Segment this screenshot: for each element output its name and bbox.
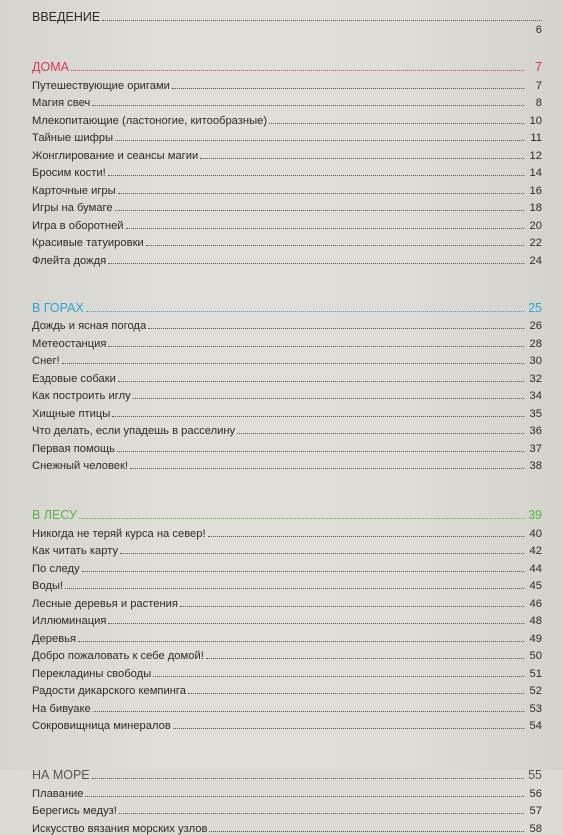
- entry-title: Снежный человек!: [32, 460, 129, 472]
- section-title: НА МОРЕ: [32, 768, 90, 782]
- leader-dots: [146, 245, 524, 246]
- leader-dots: [86, 311, 524, 312]
- intro-page-number: 6: [535, 24, 542, 36]
- table-of-contents: [32, 4, 542, 835]
- leader-dots: [269, 123, 524, 124]
- leader-dots: [173, 728, 524, 729]
- entry-title: По следу: [32, 562, 80, 575]
- entry-page-number: 51: [529, 667, 542, 680]
- toc-entry[interactable]: [32, 627, 542, 645]
- leader-dots: [112, 416, 524, 417]
- leader-dots: [79, 518, 524, 519]
- entry-title: Флейта дождя: [32, 254, 107, 267]
- entry-title: Первая помощь: [32, 442, 115, 455]
- section-title: В ГОРАХ: [32, 300, 84, 315]
- leader-dots: [206, 658, 524, 659]
- entry-title: Метеостанция: [32, 337, 107, 350]
- leader-dots: [78, 641, 524, 642]
- entry-page-number: 52: [529, 685, 542, 697]
- toc-entry[interactable]: [32, 232, 542, 250]
- toc-entry[interactable]: [32, 697, 542, 715]
- section-page-number: 25: [528, 300, 542, 315]
- leader-dots: [148, 328, 524, 329]
- entry-page-number: 49: [529, 632, 542, 645]
- entry-page-number: 22: [529, 237, 542, 249]
- leader-dots: [65, 588, 524, 589]
- entry-page-number: 58: [529, 822, 542, 835]
- entry-title: Добро пожаловать к себе домой!: [32, 650, 204, 662]
- leader-dots: [188, 693, 524, 694]
- entry-title: Радости дикарского кемпинга: [32, 685, 186, 697]
- toc-entry[interactable]: [32, 610, 542, 628]
- leader-dots: [92, 105, 524, 106]
- toc-entry[interactable]: [32, 522, 542, 540]
- entry-page-number: 10: [529, 114, 542, 127]
- leader-dots: [209, 831, 524, 832]
- toc-entry[interactable]: [32, 127, 542, 145]
- leader-dots: [118, 193, 524, 194]
- toc-entry[interactable]: [32, 800, 542, 818]
- leader-dots: [208, 536, 524, 537]
- entry-title: Путешествующие оригами: [32, 79, 170, 92]
- entry-title: Жонглирование и сеансы магии: [32, 149, 199, 162]
- entry-page-number: 20: [529, 219, 542, 232]
- entry-page-number: 54: [529, 720, 542, 732]
- entry-title: Берегись медуз!: [32, 805, 117, 817]
- leader-dots: [82, 571, 524, 572]
- section-page-number: 39: [528, 508, 542, 522]
- entry-title: Магия свеч: [32, 97, 91, 109]
- leader-dots: [119, 813, 524, 814]
- entry-page-number: 53: [529, 702, 542, 715]
- toc-entry[interactable]: [32, 715, 542, 733]
- entry-title: Снег!: [32, 355, 60, 367]
- leader-dots: [237, 433, 524, 434]
- entry-page-number: 36: [529, 425, 542, 437]
- entry-title: Воды!: [32, 580, 64, 592]
- leader-dots: [93, 711, 524, 712]
- toc-entry[interactable]: [32, 179, 542, 197]
- toc-entry[interactable]: [32, 645, 542, 663]
- leader-dots: [108, 175, 524, 176]
- entry-title: Плавание: [32, 787, 84, 800]
- toc-section: [32, 498, 542, 732]
- toc-section: [32, 291, 542, 473]
- entry-title: Иллюминация: [32, 615, 107, 627]
- toc-entry[interactable]: [32, 92, 542, 110]
- leader-dots: [200, 158, 524, 159]
- entry-title: Дождь и ясная погода: [32, 320, 147, 332]
- intro-title: ВВЕДЕНИЕ: [32, 10, 101, 24]
- leader-dots: [126, 228, 524, 229]
- toc-entry[interactable]: [32, 162, 542, 180]
- toc-entry[interactable]: [32, 249, 542, 267]
- entry-page-number: 38: [529, 460, 542, 472]
- leader-dots: [133, 398, 524, 399]
- entry-title: На бивуаке: [32, 702, 91, 715]
- toc-entry[interactable]: [32, 420, 542, 438]
- sections-list: [32, 50, 542, 835]
- toc-entry[interactable]: [32, 74, 542, 92]
- entry-page-number: 30: [529, 355, 542, 367]
- entry-title: Лесные деревья и растения: [32, 597, 178, 610]
- leader-dots: [115, 210, 524, 211]
- leader-dots: [85, 796, 524, 797]
- entry-title: Карточные игры: [32, 184, 116, 197]
- section-heading[interactable]: [32, 498, 542, 522]
- entry-page-number: 50: [529, 650, 542, 662]
- entry-title: Игры на бумаге: [32, 202, 113, 214]
- section-page-number: 55: [528, 768, 542, 782]
- section-title: В ЛЕСУ: [32, 508, 77, 522]
- entry-title: Красивые татуировки: [32, 237, 144, 249]
- entry-page-number: 35: [529, 407, 542, 420]
- leader-dots: [117, 451, 524, 452]
- entry-page-number: 12: [529, 149, 542, 162]
- entry-page-number: 44: [529, 562, 542, 575]
- toc-entry[interactable]: [32, 402, 542, 420]
- toc-entry[interactable]: [32, 385, 542, 403]
- toc-entry[interactable]: [32, 817, 542, 835]
- toc-entry[interactable]: [32, 575, 542, 593]
- toc-entry[interactable]: [32, 782, 542, 800]
- toc-entry[interactable]: [32, 592, 542, 610]
- entry-page-number: 14: [529, 167, 542, 179]
- entry-page-number: 45: [529, 580, 542, 592]
- leader-dots: [130, 468, 524, 469]
- leader-dots: [71, 70, 524, 71]
- toc-entry[interactable]: [32, 662, 542, 680]
- entry-page-number: 40: [529, 527, 542, 540]
- entry-page-number: 28: [529, 337, 542, 350]
- entry-title: Деревья: [32, 632, 77, 645]
- toc-entry[interactable]: [32, 109, 542, 127]
- entry-page-number: 11: [530, 132, 542, 144]
- entry-page-number: 48: [529, 615, 542, 627]
- entry-page-number: 26: [529, 320, 542, 332]
- leader-dots: [120, 553, 524, 554]
- leader-dots: [108, 623, 524, 624]
- toc-entry[interactable]: [32, 350, 542, 368]
- toc-entry[interactable]: [32, 437, 542, 455]
- entry-page-number: 18: [529, 202, 542, 214]
- entry-page-number: 7: [535, 79, 542, 92]
- entry-page-number: 8: [535, 97, 542, 109]
- leader-dots: [92, 778, 524, 779]
- toc-entry[interactable]: [32, 540, 542, 558]
- entry-title: Никогда не теряй курса на север!: [32, 527, 206, 540]
- toc-entry[interactable]: [32, 367, 542, 385]
- entry-title: Искусство вязания морских узлов: [32, 822, 208, 835]
- section-heading[interactable]: [32, 291, 542, 315]
- leader-dots: [172, 88, 524, 89]
- toc-entry[interactable]: [32, 144, 542, 162]
- toc-section: [32, 50, 542, 267]
- entry-title: Бросим кости!: [32, 167, 106, 179]
- leader-dots: [180, 606, 524, 607]
- entry-page-number: 37: [529, 442, 542, 455]
- leader-dots: [108, 263, 524, 264]
- entry-title: Тайные шифры: [32, 132, 114, 144]
- intro-heading[interactable]: [32, 4, 542, 24]
- section-heading[interactable]: [32, 50, 542, 74]
- toc-entry[interactable]: [32, 557, 542, 575]
- toc-entry[interactable]: [32, 680, 542, 698]
- entry-page-number: 56: [529, 787, 542, 800]
- entry-title: Млекопитающие (ластоногие, китообразные): [32, 114, 268, 127]
- entry-page-number: 16: [529, 184, 542, 197]
- toc-entry[interactable]: [32, 455, 542, 473]
- toc-entry[interactable]: [32, 315, 542, 333]
- entry-page-number: 24: [529, 254, 542, 267]
- entry-title: Перекладины свободы: [32, 667, 152, 680]
- entry-title: Сокровищница минералов: [32, 720, 171, 732]
- entry-page-number: 34: [529, 390, 542, 402]
- leader-dots: [62, 363, 524, 364]
- entry-page-number: 32: [529, 372, 542, 385]
- leader-dots: [118, 381, 524, 382]
- entry-page-number: 57: [529, 805, 542, 817]
- entry-title: Как построить иглу: [32, 390, 131, 402]
- section-title: ДОМА: [32, 60, 69, 74]
- entry-title: Ездовые собаки: [32, 372, 116, 385]
- entry-page-number: 46: [529, 597, 542, 610]
- leader-dots: [102, 20, 542, 21]
- section-heading[interactable]: [32, 758, 542, 782]
- entry-title: Хищные птицы: [32, 407, 111, 420]
- entry-page-number: 42: [529, 545, 542, 557]
- toc-entry[interactable]: [32, 214, 542, 232]
- toc-section: [32, 758, 542, 835]
- entry-title: Игра в оборотней: [32, 219, 124, 232]
- leader-dots: [115, 140, 524, 141]
- leader-dots: [153, 676, 524, 677]
- toc-entry[interactable]: [32, 332, 542, 350]
- section-page-number: 7: [535, 60, 542, 74]
- intro-page-row: [32, 24, 542, 40]
- entry-title: Что делать, если упадешь в расселину: [32, 425, 236, 437]
- leader-dots: [108, 346, 524, 347]
- toc-entry[interactable]: [32, 197, 542, 215]
- entry-title: Как читать карту: [32, 545, 119, 557]
